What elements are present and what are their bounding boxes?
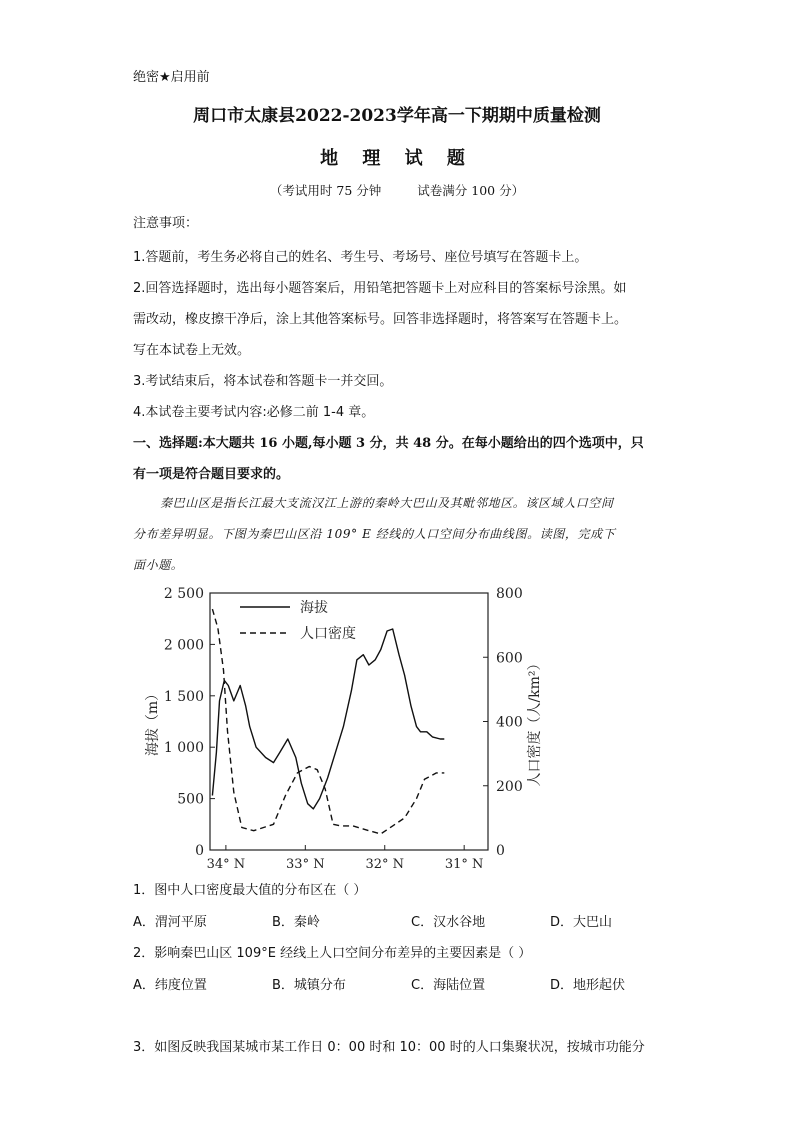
question-2-stem: 2．影响秦巴山区 109°E 经线上人口空间分布差异的主要因素是（ ）: [133, 946, 532, 961]
right-tick-label: 600: [496, 650, 523, 667]
elevation-series-line: [212, 629, 444, 809]
legend-density-label: 人口密度: [300, 626, 356, 642]
right-tick-label: 200: [496, 778, 523, 795]
notice-heading: 注意事项：: [133, 216, 199, 231]
intro-line-3: 面小题。: [133, 558, 184, 572]
notice-item-1: 1.答题前，考生务必将自己的姓名、考生号、考场号、座位号填写在答题卡上。: [133, 250, 588, 265]
x-tick-label: 33° N: [286, 857, 325, 872]
question-1-option-b[interactable]: B．秦岭: [272, 915, 320, 930]
x-tick-label: 31° N: [444, 857, 484, 872]
question-3-stem: 3．如图反映我国某城市某工作日 0：00 时和 10：00 时的人口集聚状况，按城市功能分: [133, 1040, 645, 1055]
exam-time: （考试用时 75 分钟: [269, 183, 382, 198]
question-2-option-c[interactable]: C．海陆位置: [411, 978, 486, 993]
secret-label: 绝密★启用前: [133, 70, 210, 85]
question-2-option-d[interactable]: D．地形起伏: [550, 978, 626, 993]
question-1-option-a[interactable]: A．渭河平原: [133, 915, 207, 930]
intro-line-1: 秦巴山区是指长江最大支流汉江上游的秦岭大巴山及其毗邻地区。该区域人口空间: [160, 496, 614, 510]
left-tick-label: 0: [195, 843, 204, 859]
left-tick-label: 1 000: [163, 740, 204, 757]
exam-title: 周口市太康县2022-2023学年高一下期期中质量检测: [193, 106, 601, 126]
notice-item-4: 4.本试卷主要考试内容:必修二前 1-4 章。: [133, 405, 375, 420]
subject-title: 地 理 试 题: [320, 148, 474, 169]
notice-item-2-line-1: 2.回答选择题时，选出每小题答案后，用铅笔把答题卡上对应科目的答案标号涂黑。如: [133, 281, 627, 296]
question-2-option-b[interactable]: B．城镇分布: [272, 978, 346, 993]
exam-info: [0, 181, 794, 199]
left-tick-label: 2 000: [163, 637, 204, 654]
question-1-option-d[interactable]: D．大巴山: [550, 915, 613, 930]
question-2-option-a[interactable]: A．纬度位置: [133, 978, 207, 993]
legend-elevation-label: 海拔: [300, 600, 328, 616]
left-tick-label: 2 500: [163, 586, 204, 602]
y-left-axis-label: 海拔（m）: [145, 686, 161, 757]
density-series-line: [212, 609, 444, 834]
right-tick-label: 0: [496, 843, 505, 859]
notice-item-2-line-2: 需改动，橡皮擦干净后，涂上其他答案标号。回答非选择题时，将答案写在答题卡上。: [133, 312, 628, 327]
left-tick-label: 500: [177, 791, 204, 808]
exam-score: 试卷满分 100 分）: [417, 183, 525, 198]
section-heading-line-1: 一、选择题:本大题共 16 小题,每小题 3 分，共 48 分。在每小题给出的四个选项中，只: [133, 436, 644, 451]
notice-item-2-line-3: 写在本试卷上无效。: [133, 343, 251, 358]
notice-item-3: 3.考试结束后，将本试卷和答题卡一并交回。: [133, 374, 393, 389]
x-tick-label: 34° N: [206, 857, 246, 872]
population-elevation-chart: [135, 580, 555, 875]
question-1-stem: 1．图中人口密度最大值的分布区在（ ）: [133, 883, 367, 898]
intro-line-2: 分布差异明显。下图为秦巴山区沿 109° E 经线的人口空间分布曲线图。读图，完成下: [133, 527, 616, 541]
right-tick-label: 800: [496, 586, 523, 602]
section-heading-line-2: 有一项是符合题目要求的。: [133, 467, 290, 482]
x-tick-label: 32° N: [365, 857, 405, 872]
y-right-axis-label: 人口密度（人/km²）: [527, 656, 543, 787]
question-1-option-c[interactable]: C．汉水谷地: [411, 915, 486, 930]
right-tick-label: 400: [496, 714, 523, 731]
left-tick-label: 1 500: [163, 688, 204, 705]
